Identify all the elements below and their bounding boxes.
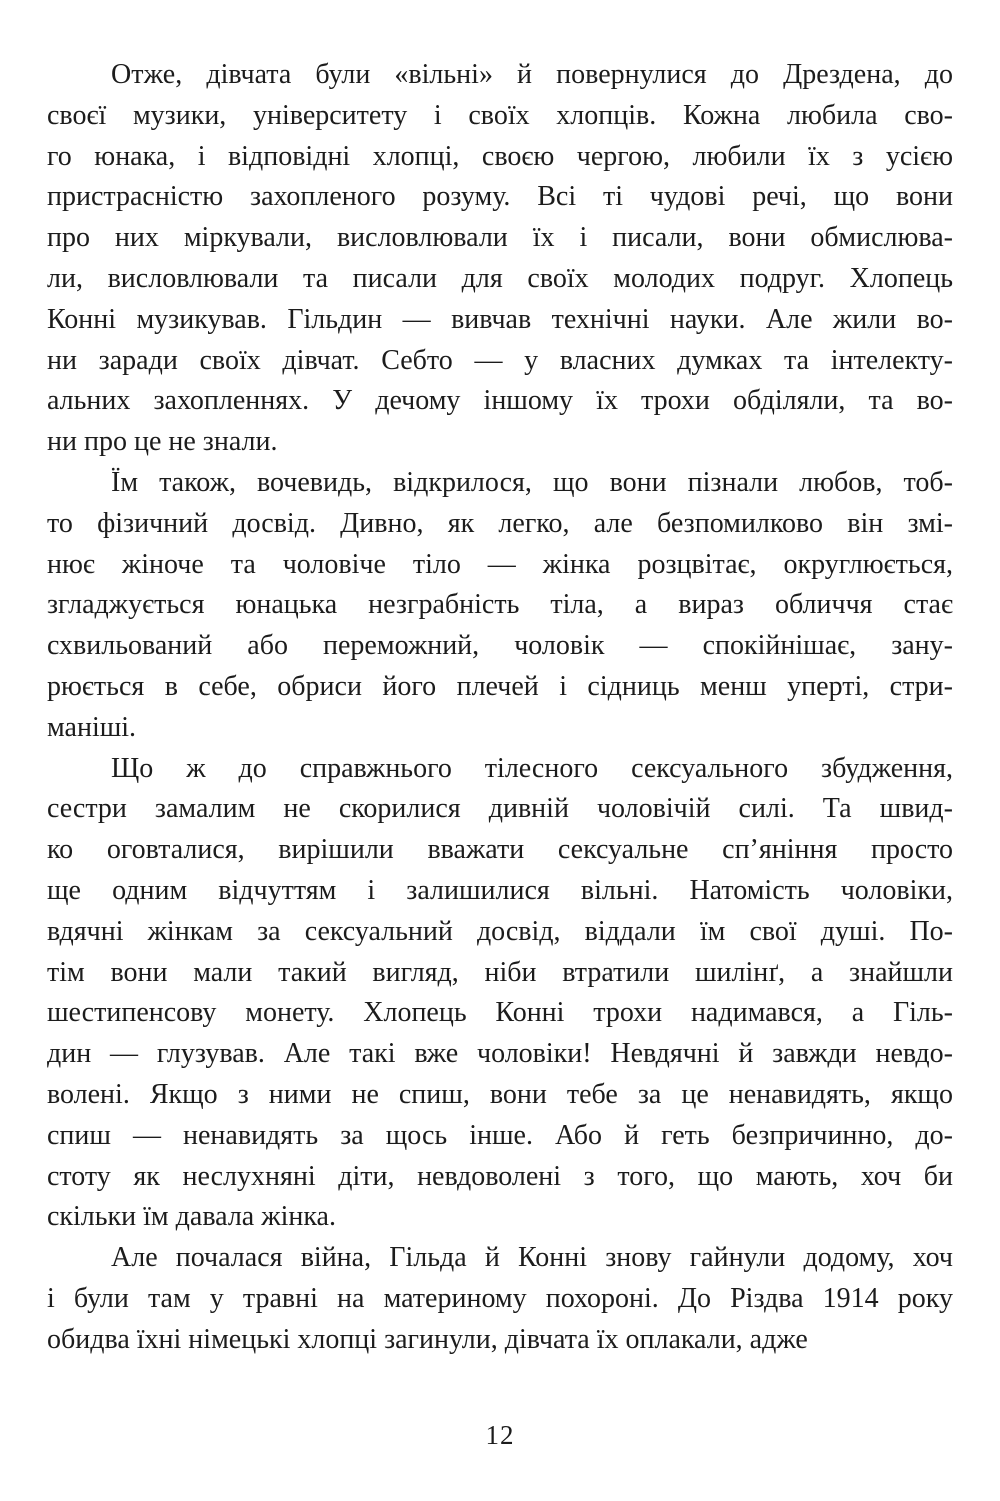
text-line: ли, висловлювали та писали для своїх молодих подруг. Хлопець — [47, 262, 953, 294]
text-line: Що ж до справжнього тілесного сексуального збудження, — [111, 752, 953, 784]
text-line: спиш — ненавидять за щось інше. Або й геть безпричинно, до- — [47, 1119, 953, 1151]
text-line: скільки їм давала жінка. — [47, 1201, 336, 1233]
text-line: го юнака, і відповідні хлопці, своєю чергою, любили їх з усією — [47, 140, 953, 172]
text-line: маніші. — [47, 711, 137, 743]
text-line: стоту як неслухняні діти, невдоволені з того, що мають, хоч би — [47, 1160, 953, 1192]
text-line: ще одним відчуттям і залишилися вільні. Натомість чоловіки, — [47, 874, 953, 906]
text-line: рюється в себе, обриси його плечей і сідниць менш уперті, стри- — [47, 670, 953, 702]
text-line: волені. Якщо з ними не спиш, вони тебе за це ненавидять, якщо — [47, 1078, 953, 1110]
text-line: Конні музикував. Гільдин — вивчав технічні науки. Але жили во- — [47, 303, 953, 335]
text-line: нює жіноче та чоловіче тіло — жінка розцвітає, округлюється, — [47, 548, 953, 580]
text-line: шестипенсову монету. Хлопець Конні трохи надимався, а Гіль- — [47, 997, 953, 1029]
text-line: тім вони мали такий вигляд, ніби втратили шилінґ, а знайшли — [47, 956, 953, 988]
text-line: то фізичний досвід. Дивно, як легко, але безпомилково він змі- — [47, 507, 953, 539]
text-line: схвильований або переможний, чоловік — спокійнішає, зану- — [47, 630, 953, 662]
text-line: пристрасністю захопленого розуму. Всі ті чудові речі, що вони — [47, 181, 953, 213]
text-line: Отже, дівчата були «вільні» й повернулися до Дрездена, до — [111, 59, 953, 90]
text-line: про них міркували, висловлювали їх і писали, вони обмислюва- — [47, 222, 953, 254]
text-line: ни заради своїх дівчат. Себто — у власних думках та інтелекту- — [47, 344, 953, 376]
text-line: Але почалася війна, Гільда й Конні знову гайнули додому, хоч — [111, 1242, 953, 1274]
text-line: вдячні жінкам за сексуальний досвід, віддали їм свої душі. По- — [47, 915, 953, 947]
text-line: ко оговталися, вирішили вважати сексуальне сп’яніння просто — [47, 834, 953, 866]
text-line: ни про це не знали. — [47, 426, 278, 458]
text-line: і були там у травні на материному похороні. До Різдва 1914 року — [47, 1282, 953, 1314]
text-line: згладжується юнацька незграбність тіла, а вираз обличчя стає — [47, 589, 953, 621]
text-line: сестри замалим не скорилися дивній чоловічій силі. Та швид- — [47, 793, 953, 825]
text-line: своєї музики, університету і своїх хлопців. Кожна любила сво- — [47, 99, 953, 131]
text-line: альних захопленнях. У дечому іншому їх трохи обділяли, та во- — [47, 385, 953, 417]
page-number: 12 — [485, 1420, 515, 1450]
text-line: обидва їхні німецькі хлопці загинули, дівчата їх оплакали, адже — [47, 1323, 808, 1355]
text-block — [47, 55, 953, 1361]
text-line: дин — глузував. Але такі вже чоловіки! Невдячні й завжди невдо- — [47, 1038, 953, 1070]
text-line: Їм також, вочевидь, відкрилося, що вони пізнали любов, тоб- — [111, 466, 953, 498]
